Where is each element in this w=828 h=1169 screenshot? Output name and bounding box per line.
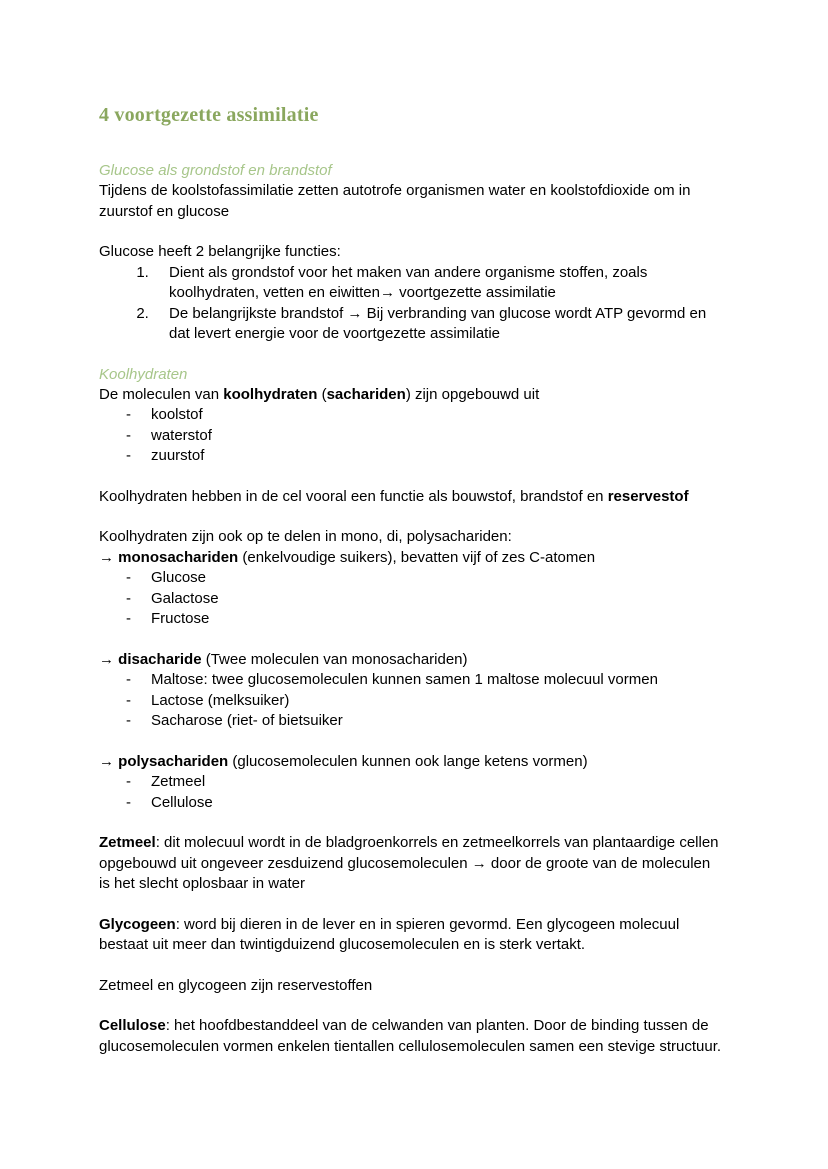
polysachariden-list [99, 772, 724, 813]
definition-term: Glycogeen [99, 915, 176, 933]
list-item: - Glucose [99, 568, 724, 589]
list-item: - Sacharose (riet- of bietsuiker [99, 711, 724, 732]
molecules-post-text: ) zijn opgebouwd uit [405, 385, 540, 403]
section-heading-glucose: Glucose als grondstof en brandstof [99, 162, 332, 179]
page-title [99, 103, 724, 127]
molecules-lead-text: De moleculen van [99, 385, 224, 403]
koolhydraten-molecules-paragraph [99, 385, 724, 406]
function-bold-reservestof: reservestof [607, 487, 689, 505]
list-item: - zuurstof [99, 446, 724, 467]
list-item: - waterstof [99, 426, 724, 447]
definition-glycogeen [99, 915, 724, 956]
list-item: - Cellulose [99, 793, 724, 814]
arrow-right-icon: → [99, 650, 119, 668]
group-heading-monosachariden [99, 548, 724, 569]
group-description: (glucosemoleculen kunnen ook lange ketens vormen) [228, 752, 588, 770]
spacer [99, 956, 724, 976]
disacharide-list [99, 670, 724, 732]
glucose-functions-list [99, 263, 724, 345]
koolhydraten-elements-list [99, 405, 724, 467]
glucose-intro-paragraph: Tijdens de koolstofassimilatie zetten autotrofe organismen water en koolstofdioxide om in zuurstof en glucose [99, 182, 691, 220]
arrow-right-icon: → [99, 548, 119, 566]
spacer [99, 895, 724, 915]
group-heading-polysachariden [99, 752, 724, 773]
glucose-functions-lead: Glucose heeft 2 belangrijke functies: [99, 243, 341, 260]
spacer [99, 467, 724, 487]
document-content [99, 103, 724, 1057]
definition-cellulose [99, 1016, 724, 1057]
definition-term: Zetmeel [99, 834, 156, 851]
list-item: - Zetmeel [99, 772, 724, 793]
spacer [99, 345, 724, 365]
spacer [99, 996, 724, 1016]
koolhydraten-function-paragraph [99, 487, 724, 508]
molecules-bold-sachariden: sachariden [326, 385, 406, 403]
molecules-mid-text: ( [317, 385, 327, 403]
definition-term: Cellulose [99, 1017, 166, 1034]
spacer [99, 732, 724, 752]
group-name: disacharide [118, 650, 202, 668]
list-item: - koolstof [99, 405, 724, 426]
section-heading-koolhydraten: Koolhydraten [99, 365, 188, 383]
group-heading-disacharide [99, 650, 724, 671]
list-item: - Maltose: twee glucosemoleculen kunnen samen 1 maltose molecuul vormen [99, 670, 724, 691]
function-lead-text: Koolhydraten hebben in de cel vooral een functie als bouwstof, brandstof en [99, 487, 608, 505]
spacer [99, 813, 724, 833]
list-item: 2. De belangrijkste brandstof → Bij verbranding van glucose wordt ATP gevormd en dat levert energie voor de voortgezette assimilatie [153, 304, 724, 345]
arrow-right-icon: → [99, 752, 119, 770]
group-name: monosachariden [118, 548, 239, 566]
list-item: 1. Dient als grondstof voor het maken van andere organisme stoffen, zoals koolhydraten, vetten en eiwitten→ voortgezette assimilatie [153, 263, 724, 304]
spacer [99, 630, 724, 650]
definition-text: : word bij dieren in de lever en in spieren gevormd. Een glycogeen molecuul bestaat uit meer dan twintigduizend glucosemoleculen en is sterk vertakt. [99, 915, 680, 953]
spacer [99, 222, 724, 242]
page-title-text: 4 voortgezette assimilatie [99, 104, 319, 126]
group-description: (Twee moleculen van monosachariden) [201, 650, 468, 668]
spacer [99, 507, 724, 527]
list-item: - Galactose [99, 589, 724, 610]
koolhydraten-division-lead: Koolhydraten zijn ook op te delen in mono, di, polysachariden: [99, 528, 512, 545]
definition-zetmeel [99, 833, 724, 895]
molecules-bold-koolhydraten: koolhydraten [223, 385, 318, 403]
list-item: - Fructose [99, 609, 724, 630]
definition-text: : dit molecuul wordt in de bladgroenkorrels en zetmeelkorrels van plantaardige cellen opgebouwd uit ongeveer zesduizend glucosemoleculen → door de groote van de moleculen is het slecht oplosbaar in water [99, 834, 719, 892]
reservestoffen-note: Zetmeel en glycogeen zijn reservestoffen [99, 976, 373, 994]
definition-text: : het hoofdbestanddeel van de celwanden van planten. Door de binding tussen de glucosemoleculen vormen enkelen tientallen cellulosemoleculen samen een stevige structuur. [99, 1017, 722, 1055]
list-item: - Lactose (melksuiker) [99, 691, 724, 712]
group-description: (enkelvoudige suikers), bevatten vijf of zes C-atomen [238, 548, 596, 566]
monosachariden-list [99, 568, 724, 630]
group-name: polysachariden [118, 752, 229, 770]
